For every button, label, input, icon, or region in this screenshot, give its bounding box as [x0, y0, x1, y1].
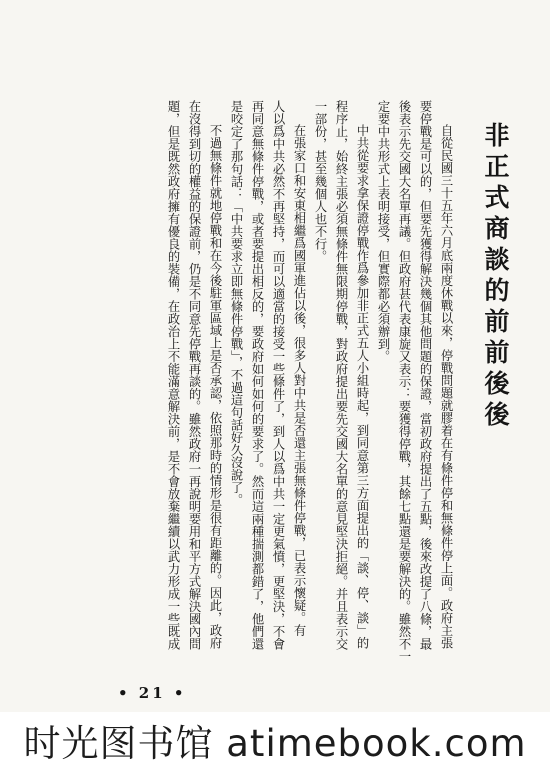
- text-line: 中共從要求拿保證停戰作爲參加非正式五人小組時起，到同意第三方面提出的「談、停、談」的: [355, 124, 369, 649]
- text-line: 一部份，甚至幾個人也不行。: [313, 100, 327, 263]
- text-line: 後表示先交國大名單再議。但政府甚代表康旋又表示：要獲得停戰，其餘七點還是要解決的。雖然不一: [397, 100, 411, 663]
- text-line: 程序止，始終主張必須無條件無限期停戰，對政府提出要先交國大名單的意見堅決拒絕。并且表示交: [334, 100, 348, 650]
- text-line: 再同意無條件停戰，或者要提出相反的，要政府如何如何的要求了。然而這兩種揣測都錯了，他們還: [250, 100, 264, 650]
- text-line: 自從民國三十五年六月底兩度休戰以來，停戰問題就膠着在有條件停和無條件停上面。政府主張: [439, 124, 453, 649]
- text-line: 不過無條件就地停戰和在今後駐軍區域上是否承認，依照那時的情形是很有距離的。因此，政府: [208, 124, 222, 649]
- text-line: 定要中共形式上表明接受，但實際都必須辦到。: [376, 100, 390, 363]
- text-line: 是咬定了那句話：「中共要求立即無條件停戰」，不過這句話好久沒說了。: [229, 100, 243, 507]
- text-columns: [166, 100, 510, 663]
- text-line: 要停戰是可以的，但要先獲得解決幾個其他問題的保證，當初政府提出了五點，後來改提了八條，最: [418, 100, 432, 650]
- page-number: • 21 •: [118, 684, 187, 702]
- text-line: 題，但是既然政府擁有優良的裝備，在政治上不能滿意解決前，是不會放棄繼續以武力形成一些既成: [166, 100, 180, 650]
- watermark-banner: 时光图书馆 atimebook.com: [0, 712, 550, 768]
- text-line: 在張家口和安東相繼爲國軍進佔以後，很多人對中共是否還主張無條件停戰，已表示懷疑。有: [292, 124, 306, 637]
- text-line: 在沒得到切的權益的保證前，仍是不同意先停戰再談的。雖然政府一再說明要用和平方式解決國內問: [187, 100, 201, 650]
- page-title: 非正式商談的前前後後: [481, 122, 510, 432]
- text-line: 人以爲中共必然不再堅持，而可以適當的接受一些條件了，到人以爲中共一定更氣憤，更堅決，不會: [271, 100, 285, 650]
